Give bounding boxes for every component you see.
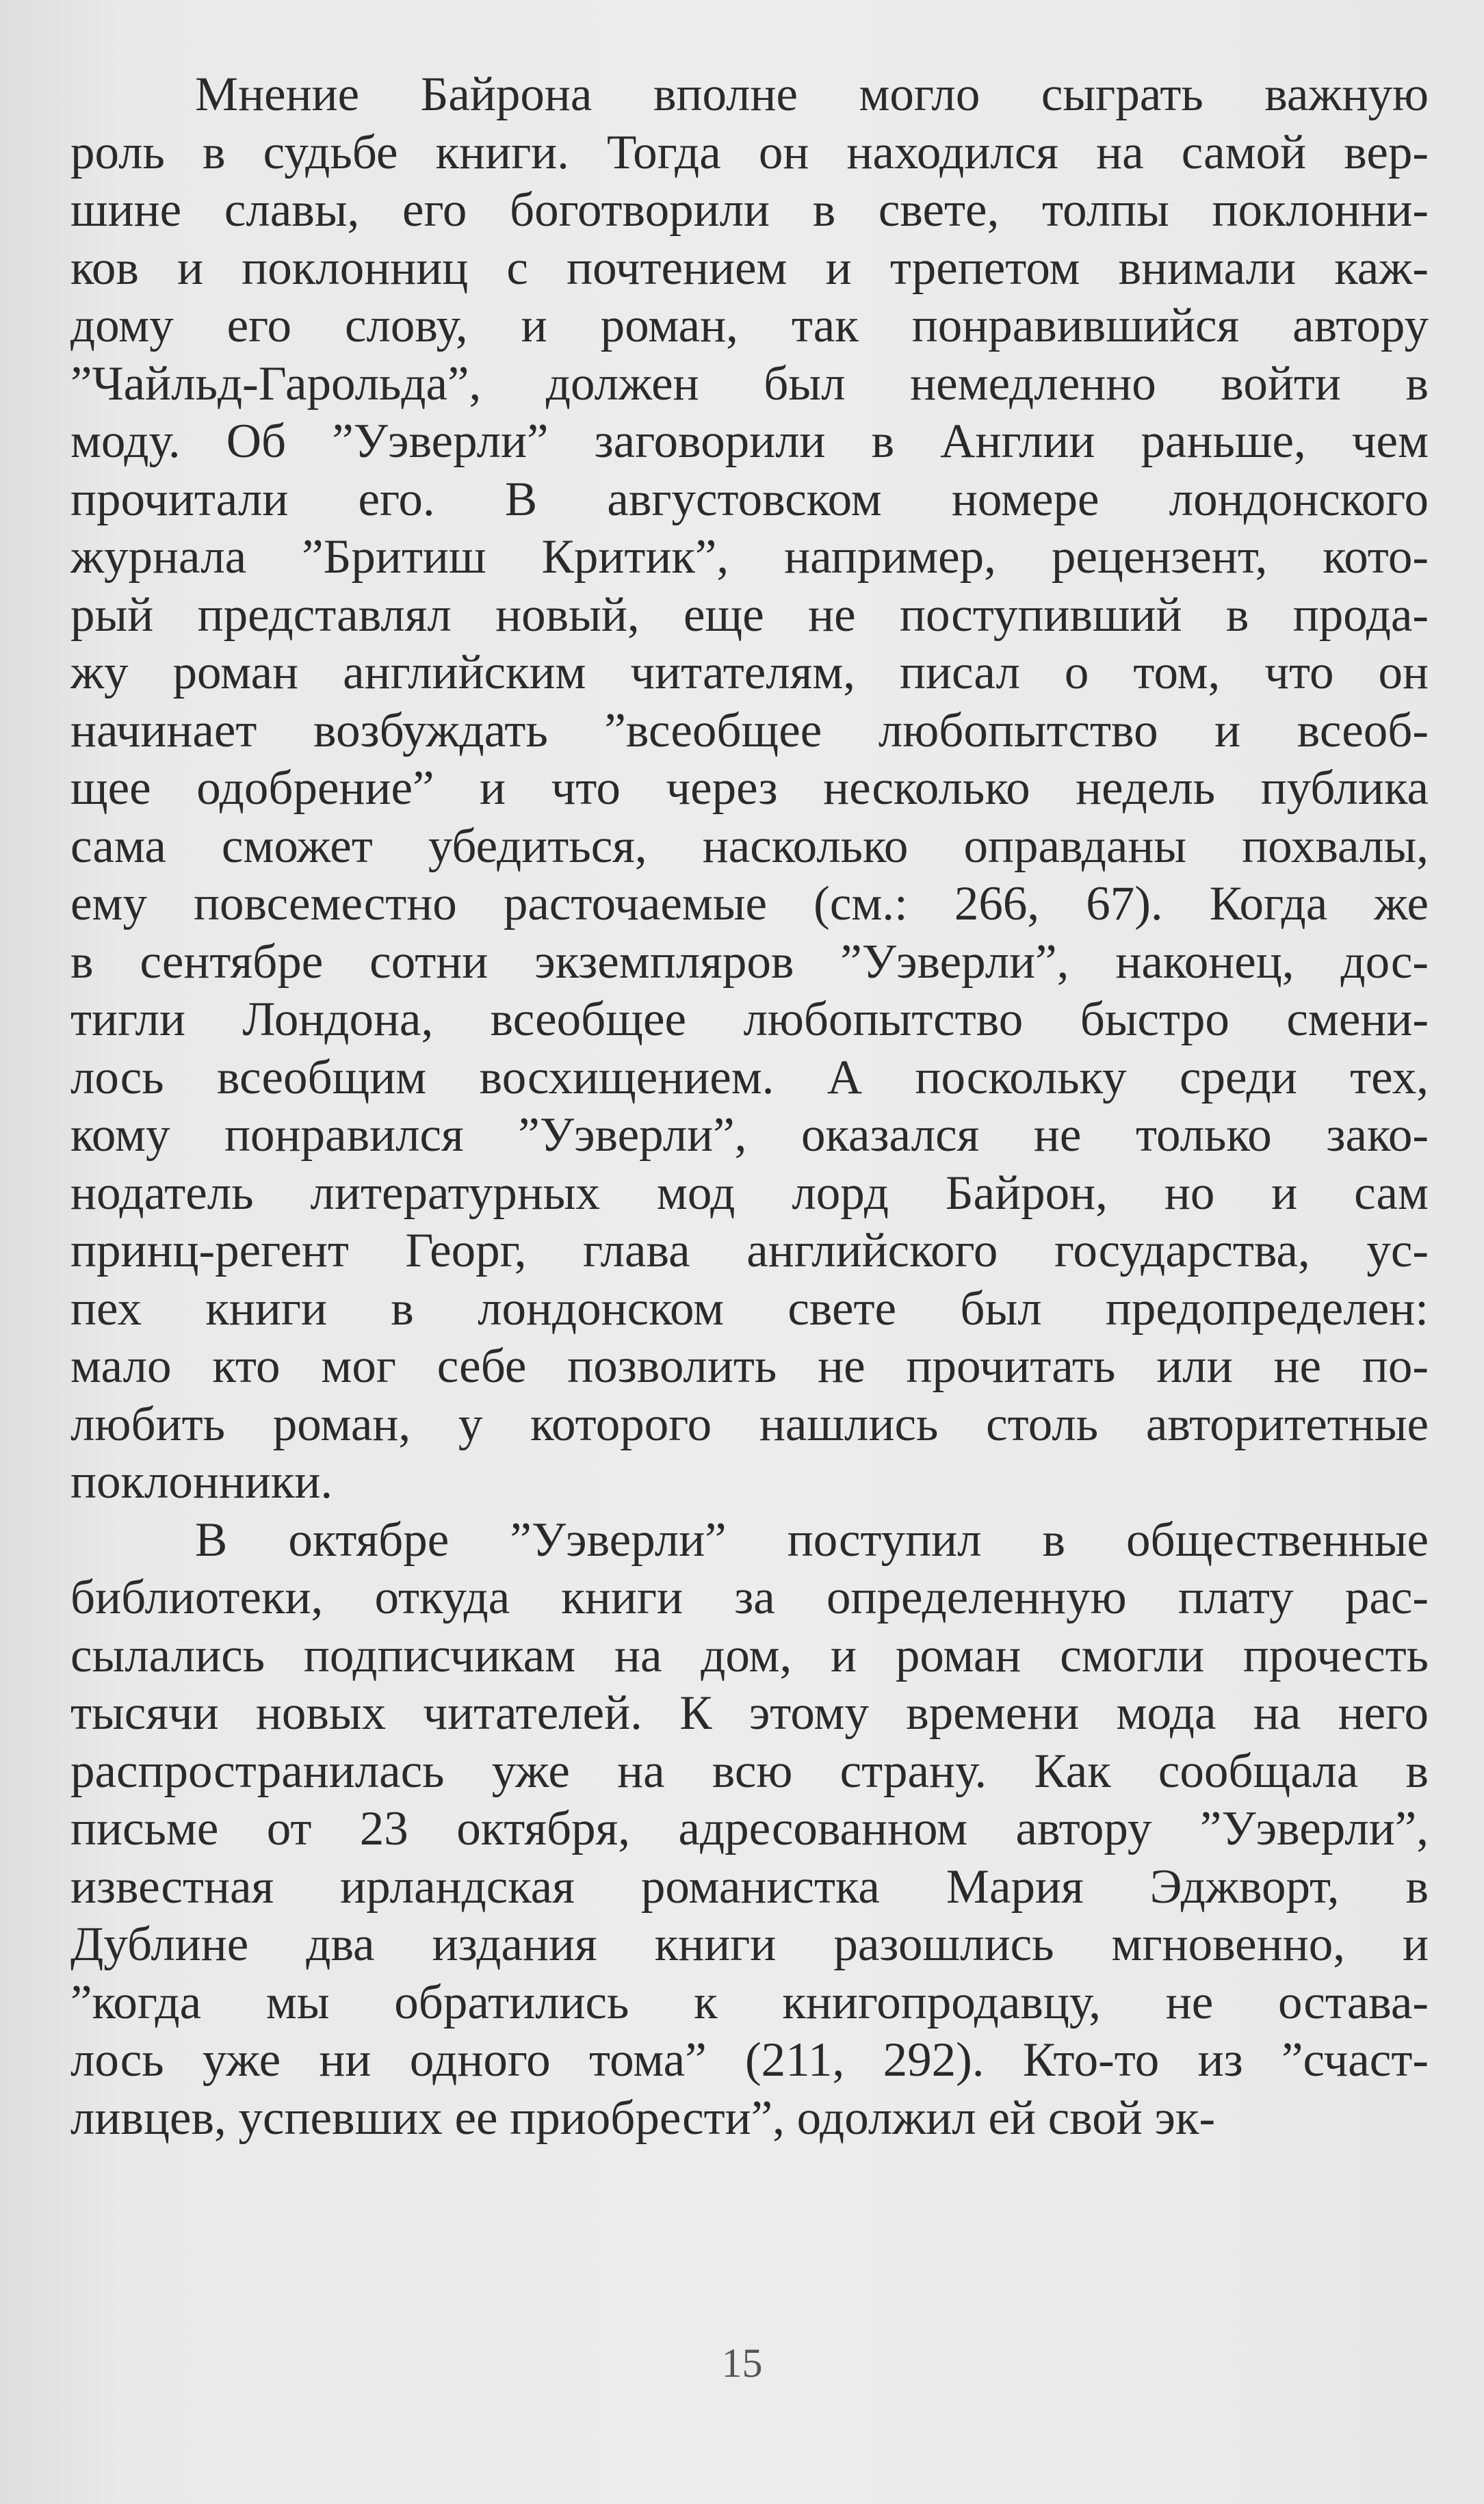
text-line: нодатель литературных мод лорд Байрон, но и сам: [70, 1166, 1429, 1220]
text-line: тигли Лондона, всеобщее любопытство быстро смени-: [70, 993, 1429, 1046]
text-line: письме от 23 октября, адресованном автору ”Уэверли”,: [70, 1802, 1429, 1855]
text-line: распространилась уже на всю страну. Как сообщала в: [70, 1744, 1429, 1798]
text-line: ”Чайльд-Гарольда”, должен был немедленно войти в: [70, 356, 1429, 410]
text-line: журнала ”Бритиш Критик”, например, рецензент, кото-: [70, 530, 1429, 584]
text-line: щее одобрение” и что через несколько недель публика: [70, 761, 1429, 815]
text-line: пех книги в лондонском свете был предопределен:: [70, 1281, 1429, 1335]
text-line: сама сможет убедиться, насколько оправданы похвалы,: [70, 819, 1429, 873]
body-text: [70, 66, 1429, 2147]
text-line: ков и поклонниц с почтением и трепетом внимали каж-: [70, 241, 1429, 295]
page-number: 15: [721, 2340, 763, 2386]
text-line: известная ирландская романистка Мария Эджворт, в: [70, 1860, 1429, 1914]
text-line: мало кто мог себе позволить не прочитать или не по-: [70, 1340, 1429, 1393]
text-line: ливцев, успевших ее приобрести”, одолжил ей свой эк-: [70, 2091, 1216, 2145]
text-line: принц-регент Георг, глава английского государства, ус-: [70, 1224, 1429, 1277]
text-line: поклонники.: [70, 1455, 333, 1509]
text-line: В октябре ”Уэверли” поступил в общественные: [195, 1513, 1429, 1567]
text-line: в сентябре сотни экземпляров ”Уэверли”, наконец, дос-: [70, 935, 1429, 989]
text-line: Мнение Байрона вполне могло сыграть важную: [195, 68, 1429, 121]
text-line: рый представлял новый, еще не поступивший в прода-: [70, 588, 1429, 642]
text-line: кому понравился ”Уэверли”, оказался не только зако-: [70, 1108, 1429, 1162]
text-line: жу роман английским читателям, писал о том, что он: [70, 646, 1429, 699]
text-line: любить роман, у которого нашлись столь авторитетные: [70, 1397, 1429, 1451]
text-line: моду. Об ”Уэверли” заговорили в Англии раньше, чем: [70, 415, 1429, 468]
text-line: сылались подписчикам на дом, и роман смогли прочесть: [70, 1628, 1429, 1682]
text-line: роль в судьбе книги. Тогда он находился на самой вер-: [70, 125, 1429, 179]
paragraph: [70, 1511, 1429, 2148]
text-line: дому его слову, и роман, так понравившийся автору: [70, 299, 1429, 352]
text-line: Дублине два издания книги разошлись мгновенно, и: [70, 1918, 1429, 1971]
text-line: ему повсеместно расточаемые (см.: 266, 67). Когда же: [70, 877, 1429, 930]
paragraph: [70, 66, 1429, 1511]
text-line: шине славы, его боготворили в свете, толпы поклонни-: [70, 183, 1429, 237]
text-line: тысячи новых читателей. К этому времени мода на него: [70, 1686, 1429, 1740]
text-line: ”когда мы обратились к книгопродавцу, не остава-: [70, 1975, 1429, 2029]
text-line: лось уже ни одного тома” (211, 292). Кто-то из ”счаст-: [70, 2033, 1429, 2087]
text-line: прочитали его. В августовском номере лондонского: [70, 472, 1429, 526]
text-line: лось всеобщим восхищением. А поскольку среди тех,: [70, 1050, 1429, 1104]
text-line: библиотеки, откуда книги за определенную плату рас-: [70, 1571, 1429, 1624]
text-line: начинает возбуждать ”всеобщее любопытство и всеоб-: [70, 703, 1429, 757]
